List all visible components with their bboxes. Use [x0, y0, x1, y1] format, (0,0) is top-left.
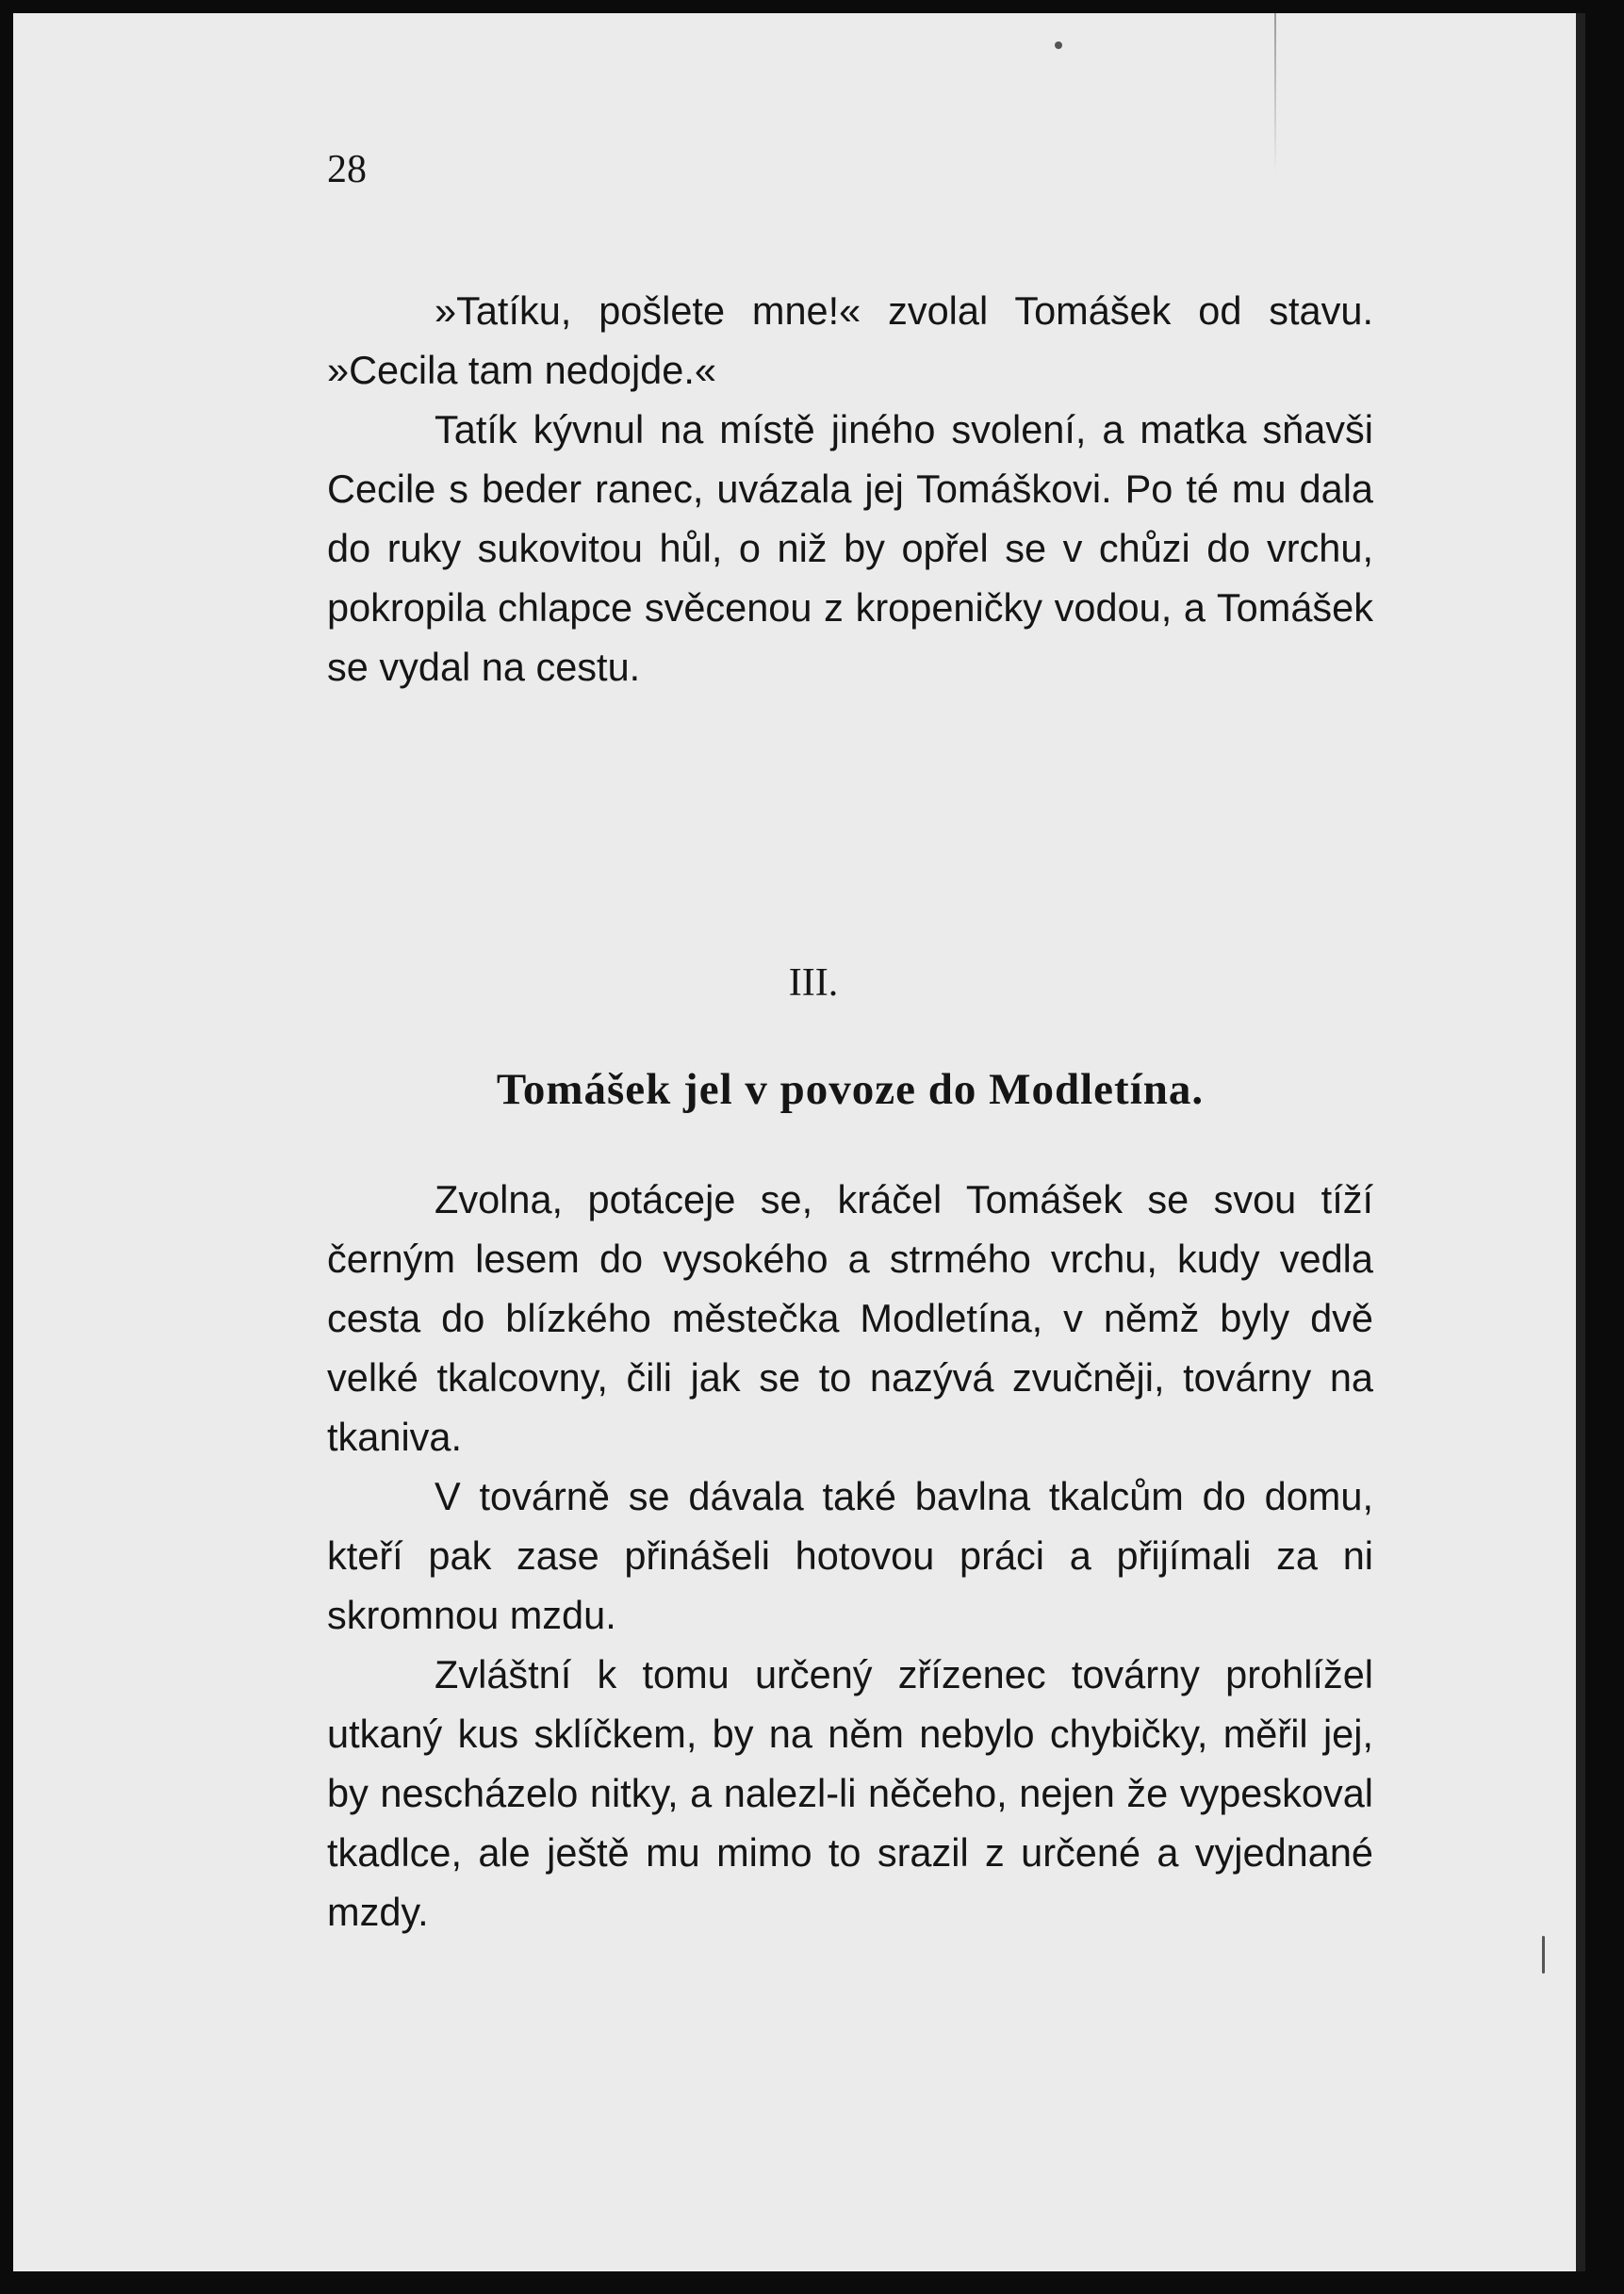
- book-page: [13, 13, 1585, 2271]
- paragraph: Tatík kývnul na místě jiného svolení, a matka sňavši Cecile s beder ranec, uvázala jej Tomáškovi. Po té mu dala do ruky sukovitou hůl, o niž by opřel se v chůzi do vrchu, pokropila chlapce svěcenou z kropeničky vodou, a Tomášek se vydal na cestu.: [327, 407, 1373, 689]
- paragraph: Zvláštní k tomu určený zřízenec továrny prohlížel utkaný kus sklíčkem, by na něm nebylo chybičky, měřil jej, by nescházelo nitky, a nalezl-li něčeho, nejen že vypeskoval tkadlce, ale ještě mu mimo to srazil z určené a vyjednané mzdy.: [327, 1652, 1373, 1934]
- text-block-chapter-body: [327, 1170, 1373, 1942]
- page-fold-mark: [1274, 13, 1276, 173]
- print-speck: [1055, 41, 1062, 49]
- page-number: 28: [327, 148, 367, 191]
- chapter-title: Tomášek jel v povoze do Modletína.: [496, 1065, 1205, 1114]
- paragraph: »Tatíku, pošlete mne!« zvolal Tomášek od stavu. »Cecila tam nedojde.«: [327, 288, 1373, 392]
- text-block-opening: [327, 281, 1373, 696]
- paragraph: Zvolna, potáceje se, kráčel Tomášek se svou tíží černým lesem do vysokého a strmého vrchu, kudy vedla cesta do blízkého městečka Modletína, v němž byly dvě velké tkalcovny, čili jak se to nazývá zvučněji, továrny na tkaniva.: [327, 1177, 1373, 1459]
- print-speck: [1542, 1936, 1545, 1974]
- paragraph: V továrně se dávala také bavlna tkalcům do domu, kteří pak zase přinášeli hotovou práci a přijímali za ni skromnou mzdu.: [327, 1474, 1373, 1637]
- chapter-number: III.: [788, 961, 839, 1005]
